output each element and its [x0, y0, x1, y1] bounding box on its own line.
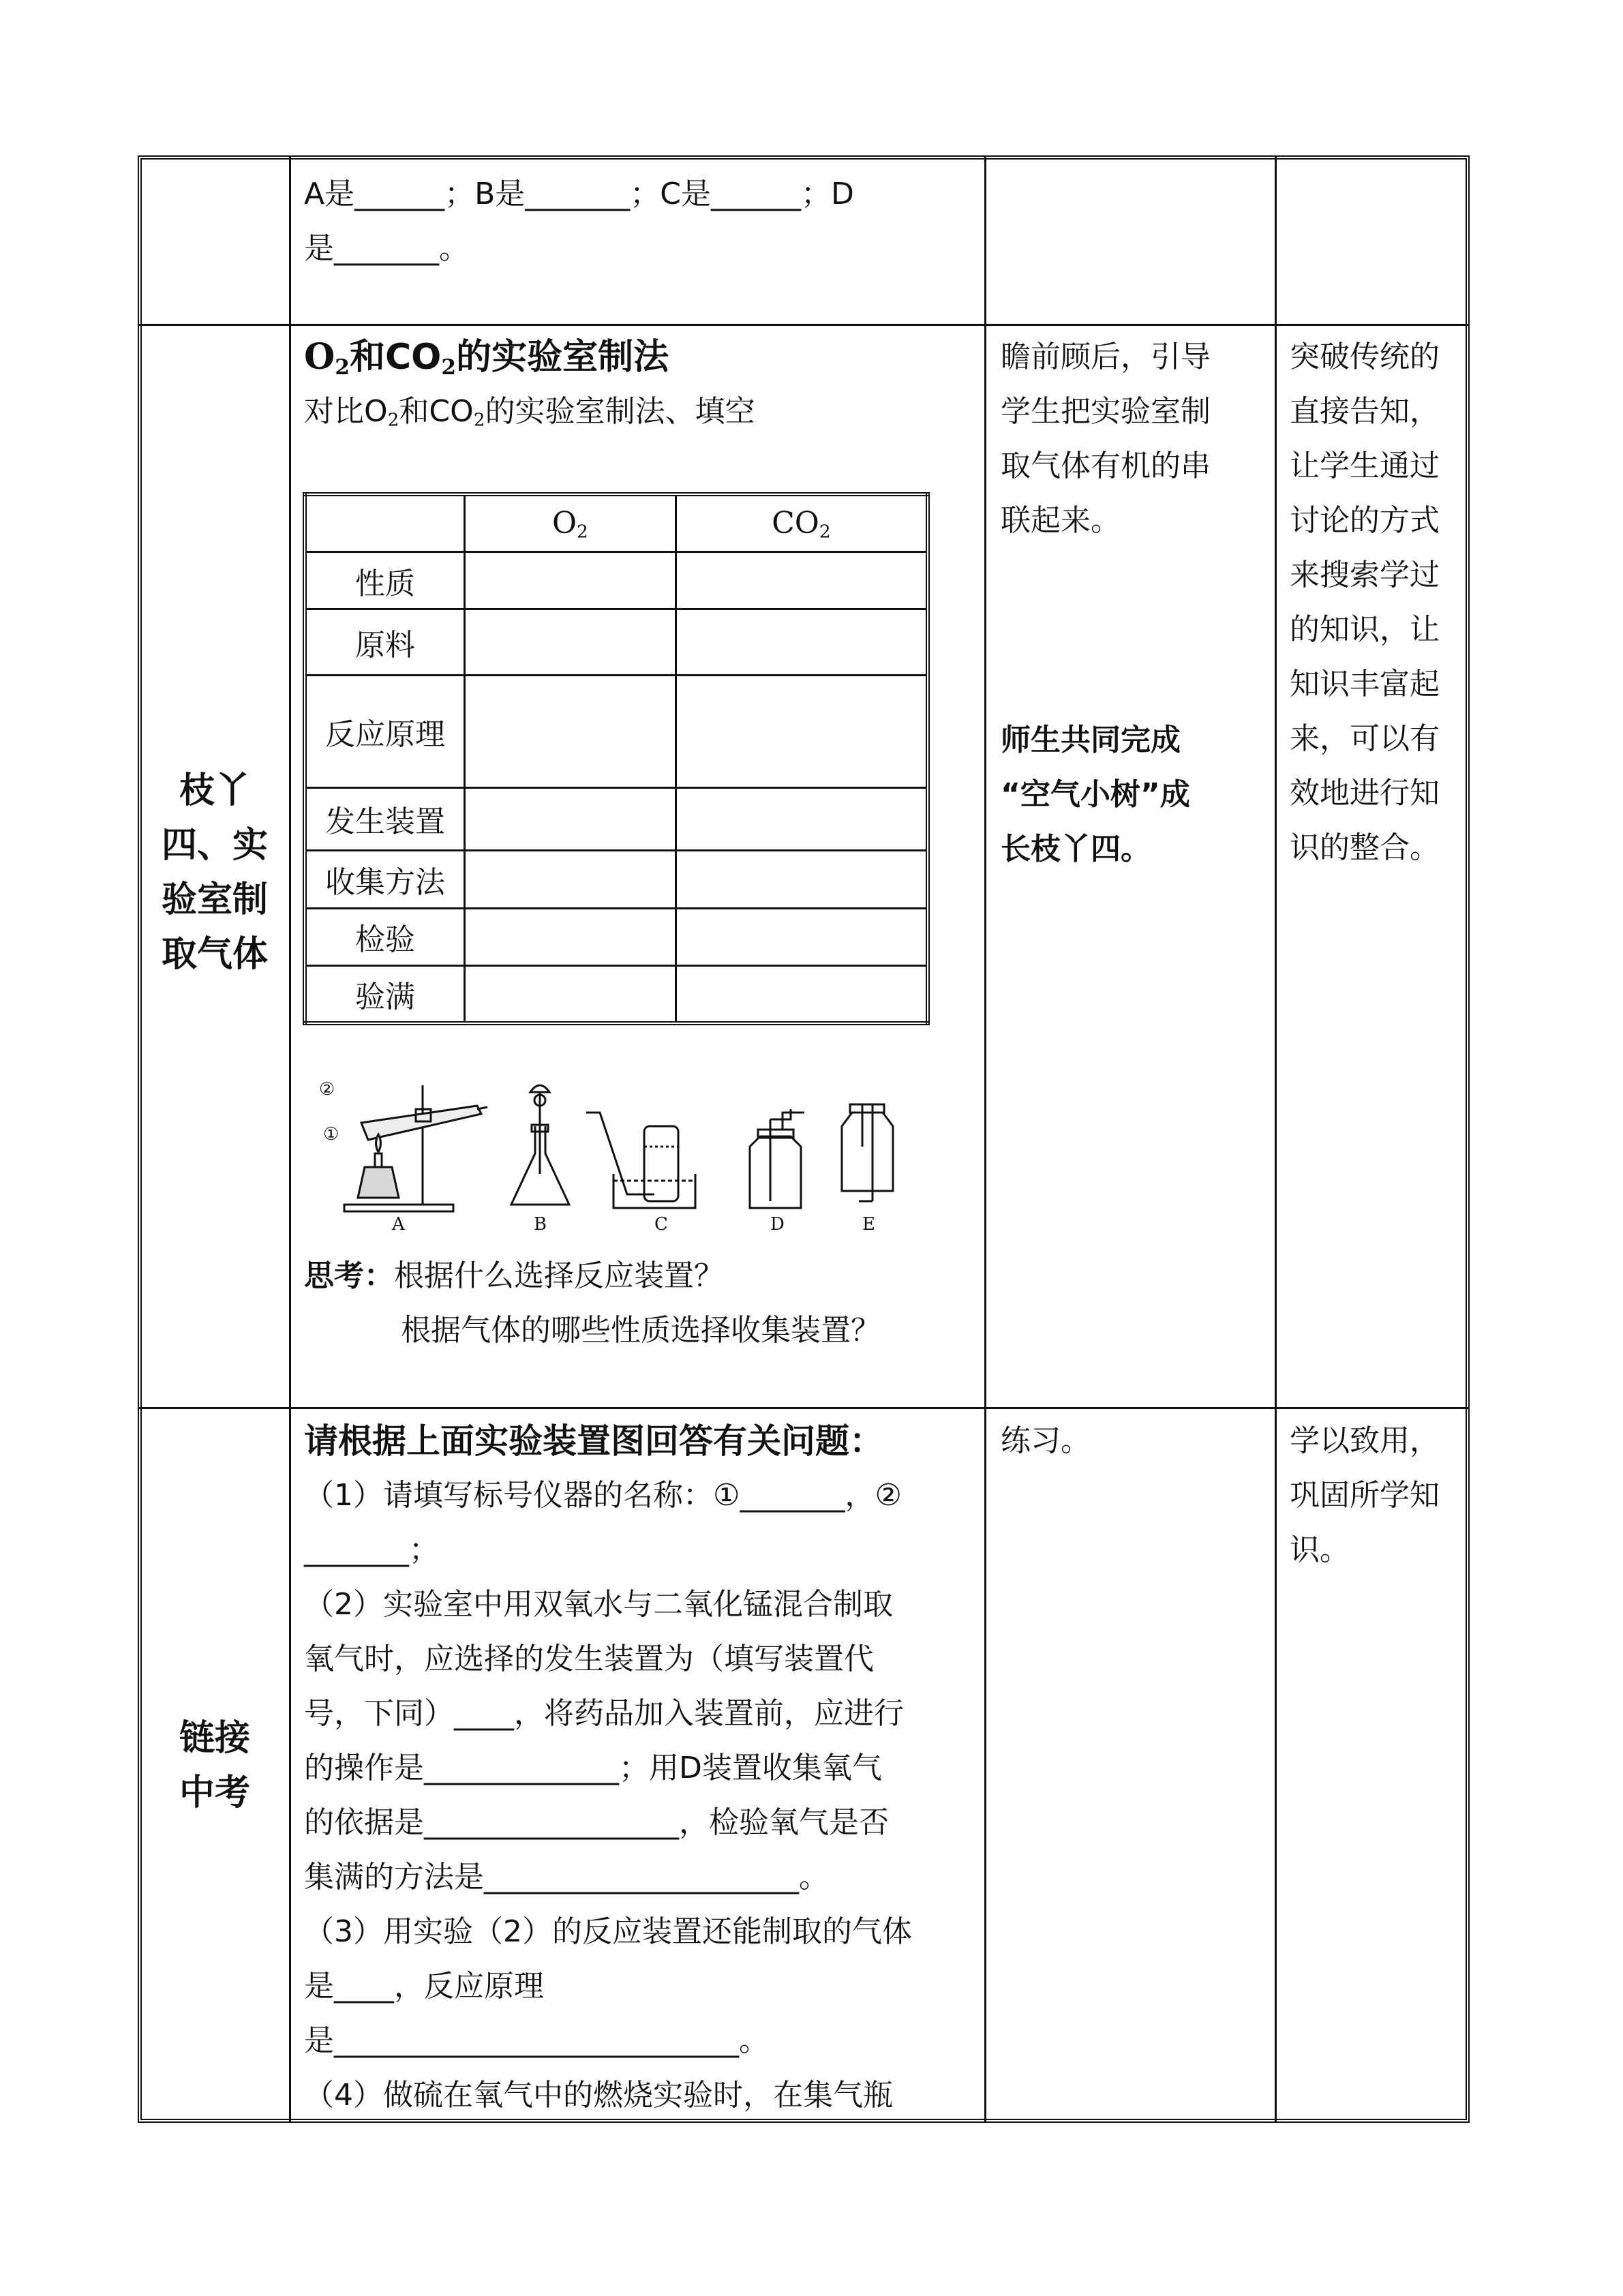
blank-cell[interactable] — [464, 965, 676, 1023]
apparatus-label: B — [534, 1214, 547, 1235]
intro-part: 对比O — [304, 394, 388, 429]
teacher-activity-bold — [1001, 713, 1273, 877]
think-questions — [304, 1249, 979, 1358]
exam-line: 是____，反应原理 — [304, 1969, 544, 2004]
heading-part: 和CO — [350, 337, 442, 378]
blank-cell[interactable] — [464, 908, 676, 965]
header-cell-empty — [305, 494, 464, 552]
blank-cell[interactable] — [464, 787, 676, 850]
design-intent-row3 — [1290, 1414, 1460, 1577]
exam-line: 的操作是_____________；用D装置收集氧气 — [304, 1751, 882, 1785]
column-divider-3 — [1275, 155, 1277, 2123]
blank-cell[interactable] — [676, 675, 928, 787]
heading-part: 的实验室制法 — [456, 337, 669, 378]
section-label-exam-link — [142, 1711, 288, 1820]
row1-line-2: 是_______。 — [304, 231, 469, 266]
apparatus-label: C — [654, 1214, 668, 1235]
lab-prep-heading — [304, 330, 979, 384]
apparatus-b — [511, 1085, 569, 1205]
blank-cell[interactable] — [676, 552, 928, 609]
intent-line: 让学生通过 — [1290, 449, 1440, 483]
design-intent-row2 — [1290, 330, 1460, 875]
intent-line: 知识丰富起 — [1290, 667, 1440, 701]
apparatus-label: A — [392, 1214, 405, 1235]
column-divider-2 — [984, 155, 986, 2123]
intro-subscript: 2 — [387, 409, 399, 431]
blank-cell[interactable] — [676, 851, 928, 908]
exam-questions — [304, 1414, 979, 2123]
teacher-activity-row3 — [1001, 1414, 1273, 1468]
row1-content — [304, 167, 979, 276]
row-divider-2 — [138, 1407, 1470, 1409]
apparatus-e — [842, 1104, 893, 1201]
exam-line: （1）请填写标号仪器的名称：①_______，② — [304, 1478, 902, 1513]
activity-line: 取气体有机的串 — [1001, 449, 1211, 483]
exam-line: （4）做硫在氧气中的燃烧实验时，在集气瓶 — [304, 2078, 893, 2113]
apparatus-label: D — [770, 1214, 785, 1235]
section-label-line: 取气体 — [161, 934, 268, 975]
intent-line: 识。 — [1290, 1532, 1350, 1567]
heading-subscript: 2 — [441, 354, 457, 380]
apparatus-d — [750, 1109, 804, 1208]
row-label: 验满 — [305, 965, 464, 1023]
intent-line: 来，可以有 — [1290, 721, 1440, 756]
section-label-line: 链接 — [179, 1718, 250, 1759]
comparison-row — [305, 851, 928, 908]
marker-2: ② — [319, 1079, 335, 1100]
activity-line: 学生把实验室制 — [1001, 394, 1211, 429]
teacher-activity-row2 — [1001, 330, 1273, 548]
row-label: 原料 — [305, 609, 464, 675]
exam-line: （2）实验室中用双氧水与二氧化锰混合制取 — [304, 1587, 893, 1622]
activity-line: 练习。 — [1001, 1423, 1091, 1458]
row-label: 检验 — [305, 908, 464, 965]
lab-apparatus-figure — [314, 1072, 913, 1235]
blank-cell[interactable] — [464, 552, 676, 609]
heading-subscript: 2 — [335, 354, 350, 380]
lab-prep-section — [304, 330, 979, 439]
activity-line: 联起来。 — [1001, 503, 1121, 538]
lab-prep-intro — [304, 384, 979, 439]
comparison-row — [305, 908, 928, 965]
o2-co2-comparison-table — [303, 492, 930, 1025]
marker-1: ① — [323, 1124, 339, 1145]
row-label: 反应原理 — [305, 675, 464, 787]
exam-line: 是___________________________。 — [304, 2023, 769, 2058]
blank-cell[interactable] — [464, 675, 676, 787]
intent-line: 效地进行知 — [1290, 776, 1440, 811]
comparison-row — [305, 675, 928, 787]
column-divider-1 — [289, 155, 291, 2123]
intent-line: 学以致用， — [1290, 1423, 1440, 1458]
section-label-line: 中考 — [179, 1772, 250, 1813]
exam-line: _______； — [304, 1532, 439, 1567]
comparison-row — [305, 787, 928, 850]
activity-line: “空气小树”成 — [1001, 777, 1190, 812]
think-line-1 — [304, 1249, 979, 1303]
exam-line: 的依据是_________________，检验氧气是否 — [304, 1805, 889, 1840]
row-divider-1 — [138, 324, 1470, 326]
exam-heading: 请根据上面实验装置图回答有关问题： — [304, 1421, 883, 1461]
comparison-header-row — [305, 494, 928, 552]
row-label: 收集方法 — [305, 851, 464, 908]
activity-line: 长枝丫四。 — [1001, 832, 1151, 866]
intro-subscript: 2 — [473, 409, 485, 431]
apparatus-label: E — [862, 1214, 875, 1235]
section-label-line: 四、实 — [161, 825, 268, 866]
row-label: 性质 — [305, 552, 464, 609]
apparatus-a — [344, 1085, 487, 1211]
header-cell-co2: $CO_2$ — [676, 494, 928, 552]
intro-part: 和CO — [399, 394, 474, 429]
intent-line: 讨论的方式 — [1290, 503, 1440, 538]
think-question: 根据什么选择反应装置？ — [394, 1258, 724, 1293]
blank-cell[interactable] — [464, 609, 676, 675]
exam-line: 集满的方法是_____________________。 — [304, 1860, 829, 1894]
comparison-row — [305, 552, 928, 609]
exam-line: 号，下同）____，将药品加入装置前，应进行 — [304, 1696, 904, 1731]
think-question: 根据气体的哪些性质选择收集装置？ — [401, 1313, 881, 1348]
intent-line: 巩固所学知 — [1290, 1478, 1440, 1513]
exam-line: （3）用实验（2）的反应装置还能制取的气体 — [304, 1914, 912, 1949]
blank-cell[interactable] — [676, 965, 928, 1023]
intent-line: 来搜索学过 — [1290, 558, 1440, 592]
blank-cell[interactable] — [676, 609, 928, 675]
blank-cell[interactable] — [464, 851, 676, 908]
intent-line: 的知识，让 — [1290, 612, 1440, 647]
intent-line: 突破传统的 — [1290, 339, 1440, 374]
row1-line-1: A是______；B是_______；C是______；D — [304, 177, 854, 211]
intro-part: 的实验室制法、填空 — [485, 394, 755, 429]
blank-cell[interactable] — [676, 908, 928, 965]
row-label: 发生装置 — [305, 787, 464, 850]
blank-cell[interactable] — [676, 787, 928, 850]
intent-line: 识的整合。 — [1290, 830, 1440, 865]
intent-line: 直接告知， — [1290, 394, 1440, 429]
exam-line: 氧气时，应选择的发生装置为（填写装置代 — [304, 1642, 874, 1676]
section-label-lab-gas — [142, 764, 288, 982]
activity-line: 瞻前顾后，引导 — [1001, 339, 1211, 374]
think-label: 思考： — [304, 1258, 394, 1293]
activity-line: 师生共同完成 — [1001, 723, 1181, 757]
header-cell-o2: $O_2$ — [464, 494, 676, 552]
comparison-row — [305, 609, 928, 675]
heading-part: O — [304, 336, 335, 378]
apparatus-c — [586, 1113, 695, 1208]
section-label-line: 验室制 — [161, 879, 268, 920]
comparison-row — [305, 965, 928, 1023]
section-label-line: 枝丫 — [179, 770, 250, 811]
